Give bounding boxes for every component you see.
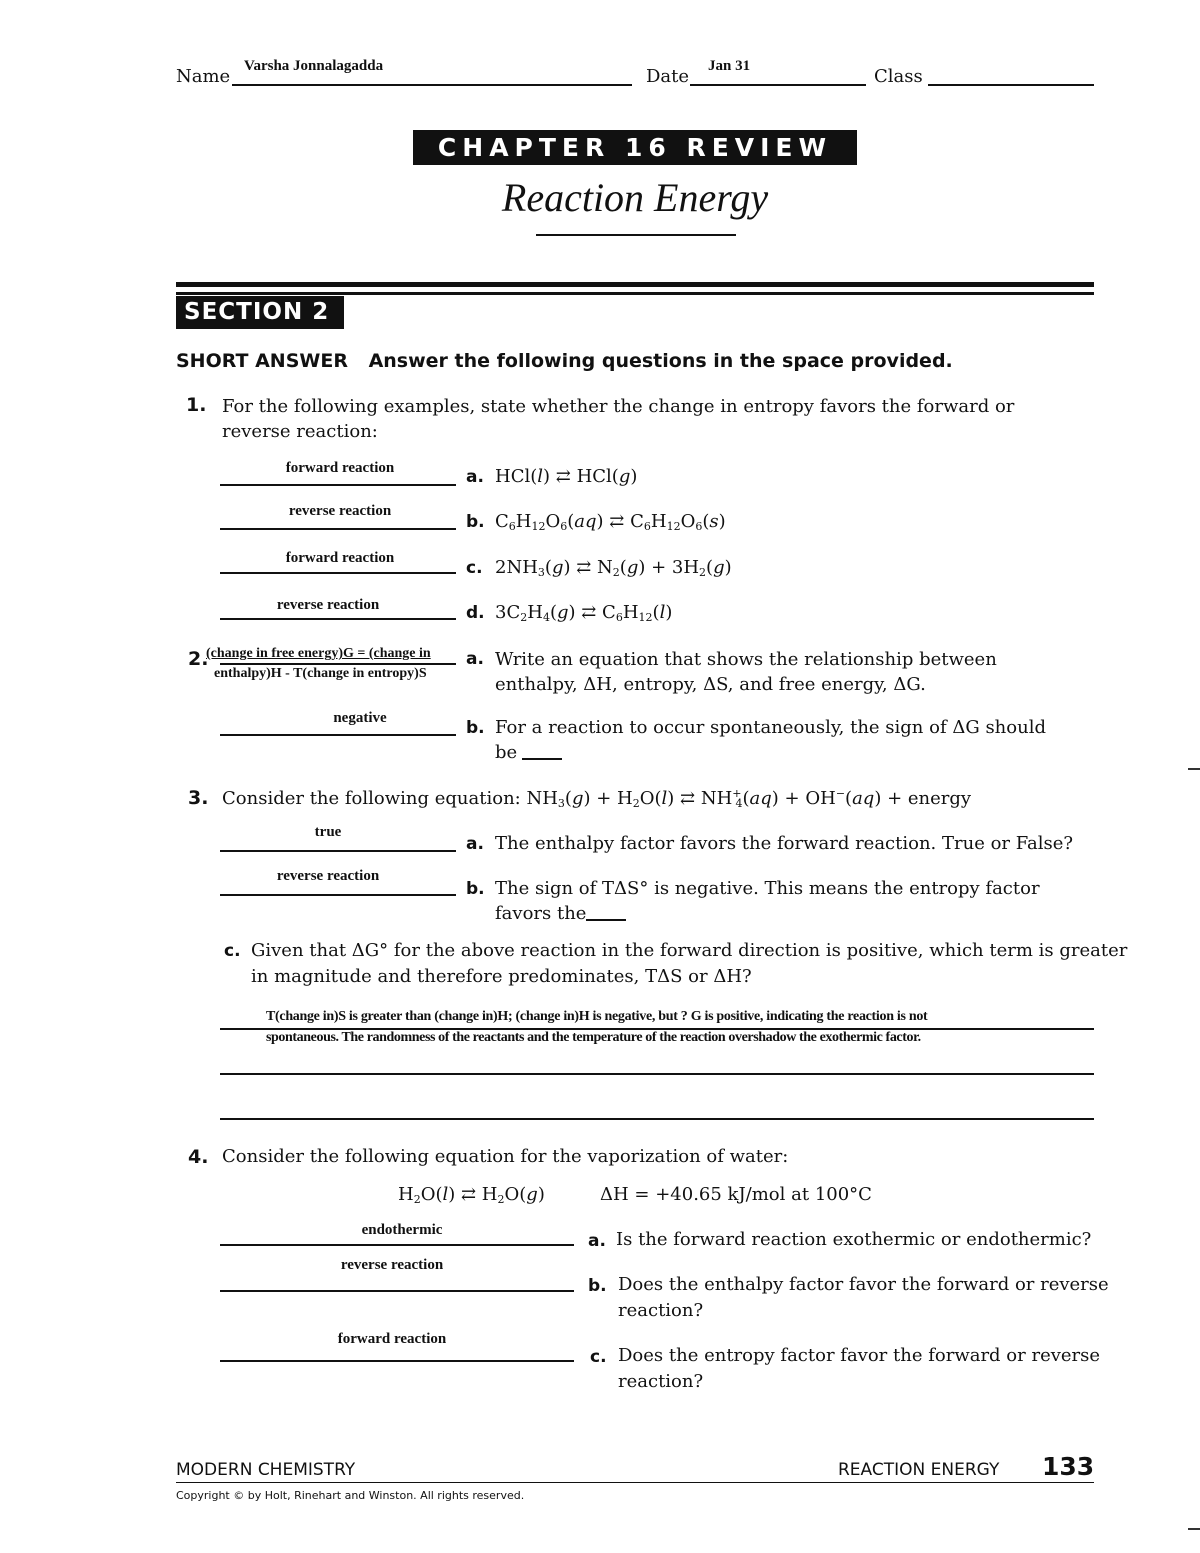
edge-mark-1 <box>1188 768 1200 770</box>
class-line <box>928 84 1094 86</box>
q4a-letter: a. <box>588 1231 606 1251</box>
q4c-text-2: reaction? <box>618 1371 704 1392</box>
q2b-answer[interactable]: negative <box>333 710 387 726</box>
q3-number: 3. <box>188 787 209 809</box>
page-number: 133 <box>1042 1452 1095 1481</box>
q3-intro-text: Consider the following equation: <box>222 788 521 809</box>
q3a-answer[interactable]: true <box>314 824 342 840</box>
q2a-letter: a. <box>466 649 484 669</box>
q3b-text-2: favors the <box>495 903 587 924</box>
instructions-text: Answer the following questions in the space provided. <box>368 350 953 372</box>
q2b-letter: b. <box>466 718 485 738</box>
q2b-text-1: For a reaction to occur spontaneously, the sign of ΔG should <box>495 717 1046 738</box>
class-label: Class <box>874 66 923 87</box>
q3c-answer-1[interactable]: T(change in)S is greater than (change in)H; (change in)H is negative, but ? G is positive, indicating the reaction is not <box>266 1009 928 1024</box>
q3c-text-2: in magnitude and therefore predominates, TΔS or ΔH? <box>251 966 752 987</box>
date-line <box>690 84 866 86</box>
q1a-equation: HCl(l) ⇄ HCl(g) <box>495 466 638 487</box>
q3b-line <box>220 894 456 896</box>
name-value[interactable]: Varsha Jonnalagadda <box>244 58 384 74</box>
instructions-heading: SHORT ANSWER <box>176 350 348 372</box>
q3b-blank <box>586 919 626 921</box>
q3-equation: $NH_3(g) + H_2O(l)$ ⇄ $NH^+_4(aq) + OH^-(aq)$ + energy <box>526 787 972 810</box>
q2b-line <box>220 734 456 736</box>
q2-number: 2. <box>188 648 209 670</box>
q1a-line <box>220 484 456 486</box>
q1b-letter: b. <box>466 512 485 532</box>
footer-left: MODERN CHEMISTRY <box>176 1460 356 1480</box>
q4a-text: Is the forward reaction exothermic or endothermic? <box>616 1229 1092 1250</box>
q4-enthalpy: ΔH = +40.65 kJ/mol at 100°C <box>600 1184 872 1205</box>
footer-rule <box>176 1482 1094 1483</box>
q4-number: 4. <box>188 1146 209 1168</box>
q4a-line <box>220 1244 574 1246</box>
q1a-letter: a. <box>466 467 484 487</box>
q2a-answer-line2[interactable]: enthalpy)H - T(change in entropy)S <box>214 666 427 681</box>
section-rule-thin <box>176 292 1094 295</box>
section-rule-thick <box>176 282 1094 287</box>
footer-right: REACTION ENERGY <box>838 1460 1000 1480</box>
q4b-line <box>220 1290 574 1292</box>
q3a-letter: a. <box>466 834 484 854</box>
q3c-text-1: Given that ΔG° for the above reaction in the forward direction is positive, which term is greater <box>251 940 1128 961</box>
q1-text: For the following examples, state whether the change in entropy favors the forward or reverse reaction: <box>222 396 1015 442</box>
q3-intro <box>222 787 971 810</box>
q2a-text: Write an equation that shows the relationship between enthalpy, ΔH, entropy, ΔS, and free energy, ΔG. <box>495 649 997 695</box>
q1c-letter: c. <box>466 558 483 578</box>
q1a-answer[interactable]: forward reaction <box>285 460 395 476</box>
chapter-title: Reaction Energy <box>501 175 769 220</box>
q4c-text-1: Does the entropy factor favor the forward or reverse <box>618 1345 1101 1366</box>
date-label: Date <box>646 66 690 87</box>
q4c-answer[interactable]: forward reaction <box>337 1331 447 1347</box>
q1d-line <box>220 618 456 620</box>
section-label: SECTION 2 <box>176 296 344 329</box>
q2b-blank <box>522 758 562 760</box>
q3c-line-3 <box>220 1118 1094 1120</box>
q1b-equation: $C_6H_{12}O_6(aq)$ ⇄ $C_6H_{12}O_6(s)$ <box>495 511 726 533</box>
q1b-line <box>220 528 456 530</box>
q1b-answer[interactable]: reverse reaction <box>288 503 392 519</box>
q4a-answer[interactable]: endothermic <box>361 1222 443 1238</box>
q4-intro: Consider the following equation for the vaporization of water: <box>222 1146 789 1167</box>
q4b-text-1: Does the enthalpy factor favor the forward or reverse <box>618 1274 1109 1295</box>
name-line <box>232 84 632 86</box>
copyright: Copyright © by Holt, Rinehart and Winston. All rights reserved. <box>176 1489 525 1502</box>
q4-equation: $H_2O(l)$ ⇄ $H_2O(g)$ <box>398 1184 545 1206</box>
q4b-letter: b. <box>588 1276 607 1296</box>
q3a-line <box>220 850 456 852</box>
q3c-line-2 <box>220 1073 1094 1075</box>
q3b-text-1: The sign of TΔS° is negative. This means the entropy factor <box>495 878 1040 899</box>
chapter-banner: CHAPTER 16 REVIEW <box>413 130 857 165</box>
q3a-text: The enthalpy factor favors the forward reaction. True or False? <box>495 833 1074 854</box>
edge-mark-2 <box>1188 1528 1200 1530</box>
instructions <box>176 350 953 372</box>
q1d-letter: d. <box>466 603 485 623</box>
q1d-equation: $3C_2H_4(g)$ ⇄ $C_6H_{12}(l)$ <box>495 602 673 624</box>
q4c-line <box>220 1360 574 1362</box>
q3b-answer[interactable]: reverse reaction <box>276 868 380 884</box>
q4b-answer[interactable]: reverse reaction <box>340 1257 444 1273</box>
q3c-answer-2[interactable]: spontaneous. The randomness of the reactants and the temperature of the reaction overshadow the exothermic factor. <box>266 1030 921 1045</box>
title-underline <box>536 234 736 236</box>
q3b-letter: b. <box>466 879 485 899</box>
q2b-text-2: be <box>495 742 518 763</box>
q3c-letter: c. <box>224 941 241 961</box>
name-label: Name <box>176 66 231 87</box>
q1d-answer[interactable]: reverse reaction <box>276 597 380 613</box>
q1-number: 1. <box>186 394 207 416</box>
q4c-letter: c. <box>590 1347 607 1367</box>
q2a-answer-line1[interactable]: (change in free energy)G = (change in <box>206 646 431 661</box>
q1c-line <box>220 572 456 574</box>
q4b-text-2: reaction? <box>618 1300 704 1321</box>
q1c-equation: $2NH_3(g)$ ⇄ $N_2(g) + 3H_2(g)$ <box>495 557 732 579</box>
date-value[interactable]: Jan 31 <box>708 58 751 74</box>
q1c-answer[interactable]: forward reaction <box>285 550 395 566</box>
